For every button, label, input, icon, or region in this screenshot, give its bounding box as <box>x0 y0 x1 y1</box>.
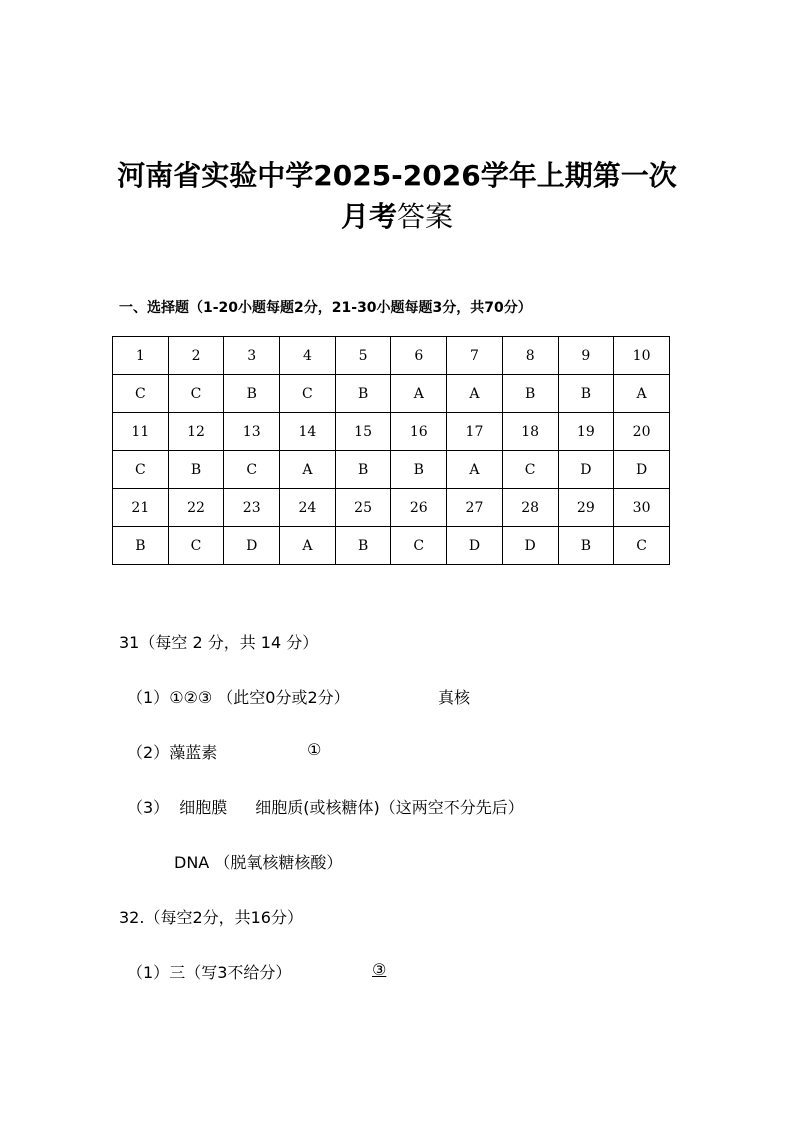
table-cell: 1 <box>113 337 169 375</box>
answer-text: 细胞膜 <box>179 798 228 817</box>
table-cell: A <box>280 527 336 565</box>
table-cell: A <box>447 375 503 413</box>
table-cell: C <box>168 527 224 565</box>
section-1-heading: 一、选择题（1-20小题每题2分，21-30小题每题3分，共70分） <box>119 300 532 316</box>
table-cell: 30 <box>614 489 670 527</box>
table-row <box>113 375 670 413</box>
table-cell: A <box>447 451 503 489</box>
table-cell: 9 <box>558 337 614 375</box>
table-cell: 3 <box>224 337 280 375</box>
table-cell: 21 <box>113 489 169 527</box>
table-cell: B <box>335 451 391 489</box>
table-cell: C <box>113 375 169 413</box>
table-cell: C <box>224 451 280 489</box>
table-cell: 8 <box>502 337 558 375</box>
table-cell: 17 <box>447 413 503 451</box>
answer-text: 三（写3不给分） <box>169 963 292 982</box>
answer-table <box>112 336 670 565</box>
table-cell: 18 <box>502 413 558 451</box>
part-label: （1） <box>127 963 170 982</box>
question-32-heading: 32.（每空2分，共16分） <box>119 908 303 927</box>
table-cell: B <box>224 375 280 413</box>
table-cell: 25 <box>335 489 391 527</box>
table-cell: 12 <box>168 413 224 451</box>
table-row <box>113 527 670 565</box>
part-label: （1） <box>127 688 170 707</box>
answer-text: 细胞质(或核糖体)（这两空不分先后） <box>255 798 524 817</box>
table-cell: 16 <box>391 413 447 451</box>
table-cell: 23 <box>224 489 280 527</box>
part-label: （3） <box>127 798 170 817</box>
table-cell: 14 <box>280 413 336 451</box>
table-cell: 22 <box>168 489 224 527</box>
table-cell: 7 <box>447 337 503 375</box>
table-cell: 2 <box>168 337 224 375</box>
table-cell: 13 <box>224 413 280 451</box>
table-cell: 27 <box>447 489 503 527</box>
table-cell: 19 <box>558 413 614 451</box>
table-cell: 24 <box>280 489 336 527</box>
table-cell: D <box>502 527 558 565</box>
answer-text: ① <box>307 740 322 759</box>
page-title-line-2 <box>0 195 794 235</box>
question-31-heading: 31（每空 2 分，共 14 分） <box>119 633 319 652</box>
table-cell: B <box>168 451 224 489</box>
question-32-part-1 <box>127 960 387 983</box>
table-cell: B <box>113 527 169 565</box>
table-row <box>113 413 670 451</box>
table-row <box>113 451 670 489</box>
question-31-part-2 <box>127 740 322 763</box>
table-cell: 28 <box>502 489 558 527</box>
answer-text: 藻蓝素 <box>169 743 218 762</box>
table-cell: 29 <box>558 489 614 527</box>
table-cell: B <box>558 527 614 565</box>
table-cell: B <box>335 375 391 413</box>
answer-text: ①②③ （此空0分或2分） <box>169 688 350 707</box>
answer-text: 真核 <box>438 688 471 707</box>
page-title-bold-part: 月考 <box>340 200 397 233</box>
table-row <box>113 489 670 527</box>
table-cell: 10 <box>614 337 670 375</box>
table-cell: B <box>335 527 391 565</box>
table-cell: A <box>280 451 336 489</box>
table-cell: 4 <box>280 337 336 375</box>
table-cell: D <box>614 451 670 489</box>
table-cell: 15 <box>335 413 391 451</box>
table-cell: D <box>224 527 280 565</box>
question-31-part-3-continued: DNA （脱氧核糖核酸） <box>174 853 343 872</box>
table-cell: B <box>558 375 614 413</box>
table-cell: C <box>280 375 336 413</box>
page-title-line-1: 河南省实验中学2025-2026学年上期第一次 <box>117 159 677 192</box>
table-cell: D <box>558 451 614 489</box>
table-cell: A <box>391 375 447 413</box>
table-cell: 6 <box>391 337 447 375</box>
table-cell: 20 <box>614 413 670 451</box>
question-31-part-1 <box>127 685 471 708</box>
part-label: （2） <box>127 743 170 762</box>
table-cell: C <box>113 451 169 489</box>
table-row <box>113 337 670 375</box>
table-cell: A <box>614 375 670 413</box>
table-cell: 5 <box>335 337 391 375</box>
table-cell: C <box>391 527 447 565</box>
table-cell: C <box>614 527 670 565</box>
table-cell: C <box>168 375 224 413</box>
table-cell: 11 <box>113 413 169 451</box>
table-cell: B <box>502 375 558 413</box>
page-title-light-part: 答案 <box>397 200 454 233</box>
answer-text: ③ <box>372 960 387 979</box>
table-cell: D <box>447 527 503 565</box>
table-cell: B <box>391 451 447 489</box>
table-cell: 26 <box>391 489 447 527</box>
question-31-part-3 <box>127 795 524 818</box>
table-cell: C <box>502 451 558 489</box>
